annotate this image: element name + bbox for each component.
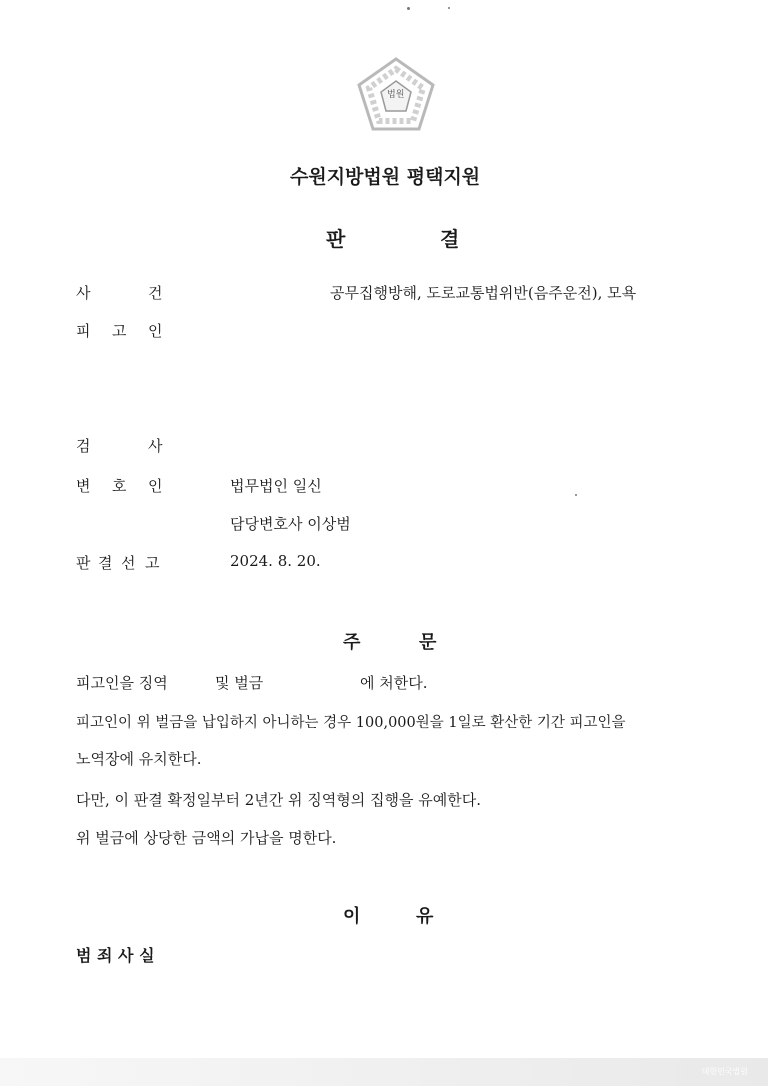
verdict-date-label-char-4: 고 (145, 554, 160, 572)
counsel-firm: 법무법인 일신 (230, 477, 322, 495)
order-heading-char-1: 주 (343, 632, 361, 653)
seal-text: 법원 (387, 90, 405, 100)
court-name: 수원지방법원 평택지원 (290, 166, 481, 188)
order-line-1-part3: 에 처한다. (360, 674, 428, 692)
order-line-1-part2: 및 벌금 (215, 674, 264, 692)
case-label-char-2: 건 (148, 284, 163, 302)
counsel-label-char-2: 호 (112, 477, 127, 495)
order-line-2: 피고인이 위 벌금을 납입하지 아니하는 경우 100,000원을 1일로 환산한 기간 피고인을 (76, 715, 626, 731)
counsel-label-char-3: 인 (148, 477, 163, 495)
prosecutor-label-char-1: 검 (76, 437, 91, 455)
scan-speck (575, 494, 577, 496)
footer-band (0, 1058, 768, 1086)
order-line-4: 다만, 이 판결 확정일부터 2년간 위 징역형의 집행을 유예한다. (76, 791, 481, 809)
verdict-date-label-char-3: 선 (121, 554, 136, 572)
doc-title-char-1: 판 (326, 227, 346, 251)
case-label-char-1: 사 (76, 284, 91, 302)
order-line-1-part1: 피고인을 징역 (76, 674, 168, 692)
verdict-date-label-char-2: 결 (98, 554, 113, 572)
defendant-label-char-1: 피 (76, 322, 91, 340)
defendant-label-char-2: 고 (112, 322, 127, 340)
reason-heading-char-1: 이 (343, 906, 361, 927)
verdict-date-label-char-1: 판 (76, 554, 91, 572)
order-line-5: 위 벌금에 상당한 금액의 가납을 명한다. (76, 829, 337, 847)
crime-facts-heading: 범 죄 사 실 (76, 946, 155, 965)
order-heading-char-2: 문 (419, 632, 437, 653)
scan-speck (407, 7, 410, 10)
counsel-label-char-1: 변 (76, 477, 91, 495)
case-value: 공무집행방해, 도로교통법위반(음주운전), 모욕 (330, 284, 637, 302)
order-line-3: 노역장에 유치한다. (76, 750, 202, 768)
reason-heading-char-2: 유 (416, 906, 434, 927)
scan-speck (448, 7, 450, 9)
prosecutor-label-char-2: 사 (148, 437, 163, 455)
footer-text: 대한민국법원 (701, 1067, 748, 1076)
doc-title-char-2: 결 (440, 227, 460, 251)
defendant-label-char-3: 인 (148, 322, 163, 340)
counsel-attorney: 담당변호사 이상범 (230, 515, 351, 533)
verdict-date-value: 2024. 8. 20. (230, 552, 321, 570)
